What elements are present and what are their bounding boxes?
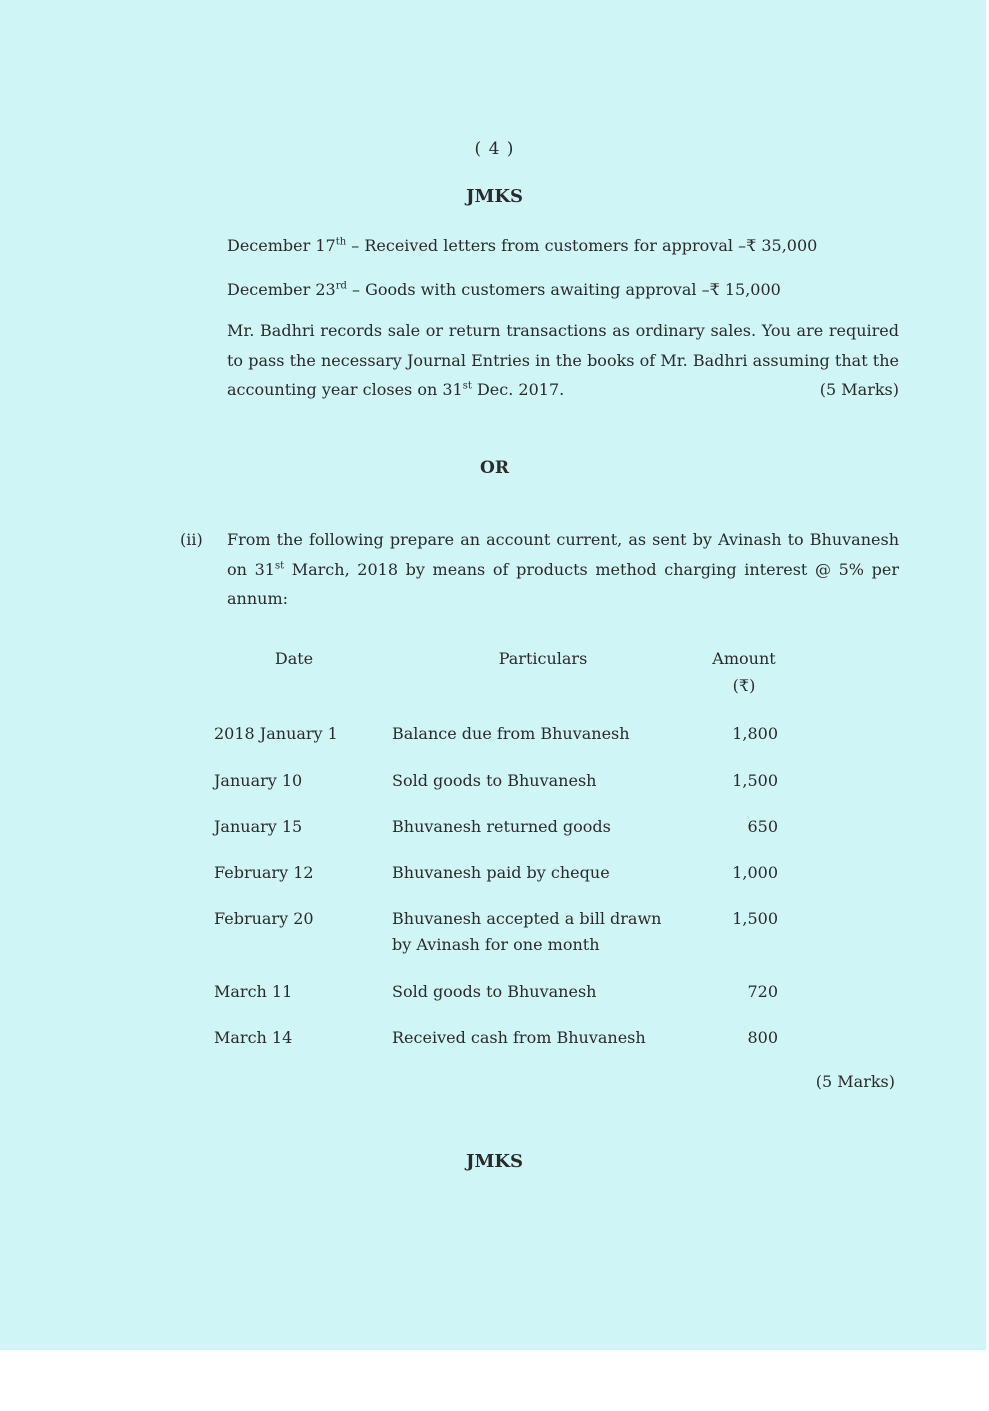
paragraph-1-marks: (5 Marks)	[819, 380, 899, 399]
table-row-particulars: Bhuvanesh paid by cheque	[392, 863, 610, 882]
or-label: OR	[480, 458, 509, 478]
table-row-particulars-line2: by Avinash for one month	[392, 935, 600, 954]
table-row-amount: 1,500	[732, 771, 778, 790]
marks-label: (5 Marks)	[815, 1072, 895, 1091]
table-row-date: 2018 January 1	[214, 724, 338, 743]
paragraph-1-sup: st	[462, 380, 472, 392]
table-row-amount: 650	[747, 817, 778, 836]
december-line-day: December 17	[227, 236, 336, 255]
question-ii-text-start: From the following prepare an account current, as sent by Avinash to Bhuvanesh on 31	[227, 530, 899, 579]
table-row-particulars: Bhuvanesh returned goods	[392, 817, 611, 836]
question-ii-text-end: March, 2018 by means of products method charging interest @ 5% per annum:	[227, 559, 899, 608]
table-row-date: January 15	[214, 817, 303, 836]
header-title: JMKS	[465, 186, 524, 207]
paragraph-1-text: Mr. Badhri records sale or return transactions as ordinary sales. You are required to pass the necessary Journal Entries in the books of Mr. Badhri assuming that the accounting year closes on 31	[227, 321, 899, 399]
table-header-date: Date	[274, 649, 314, 668]
table-row-particulars: Bhuvanesh accepted a bill drawn	[392, 909, 662, 928]
table-row-amount: 1,800	[732, 724, 778, 743]
question-number: (ii)	[180, 530, 203, 549]
december-line-text: – Goods with customers awaiting approval –₹ 15,000	[346, 280, 781, 299]
table-header-amount: Amount	[712, 649, 776, 668]
table-row-date: January 10	[214, 771, 303, 790]
question-ii-text	[227, 525, 899, 614]
table-row-date: March 14	[214, 1028, 293, 1047]
table-row-amount: 800	[747, 1028, 778, 1047]
december-line-sup: rd	[335, 280, 347, 292]
december-line-2	[227, 280, 781, 299]
table-row-particulars: Received cash from Bhuvanesh	[392, 1028, 646, 1047]
paragraph-1-text-end: Dec. 2017.	[471, 380, 565, 399]
table-row-date: February 20	[214, 909, 314, 928]
table-header-amount-unit: (₹)	[732, 676, 756, 695]
table-row-amount: 720	[747, 982, 778, 1001]
table-row-amount: 1,000	[732, 863, 778, 882]
table-row-amount: 1,500	[732, 909, 778, 928]
december-line-day: December 23	[227, 280, 336, 299]
december-line-1	[227, 236, 817, 255]
december-line-sup: th	[335, 236, 347, 248]
page-number: ( 4 )	[474, 139, 515, 159]
table-row-particulars: Sold goods to Bhuvanesh	[392, 982, 597, 1001]
question-ii-sup: st	[274, 560, 285, 572]
table-row-particulars: Sold goods to Bhuvanesh	[392, 771, 597, 790]
table-row-particulars: Balance due from Bhuvanesh	[392, 724, 630, 743]
paragraph-1	[227, 316, 899, 405]
footer-title: JMKS	[465, 1151, 524, 1172]
table-row-date: February 12	[214, 863, 314, 882]
table-header-particulars: Particulars	[498, 649, 588, 668]
table-row-date: March 11	[214, 982, 293, 1001]
december-line-text: – Received letters from customers for approval –₹ 35,000	[346, 236, 818, 255]
